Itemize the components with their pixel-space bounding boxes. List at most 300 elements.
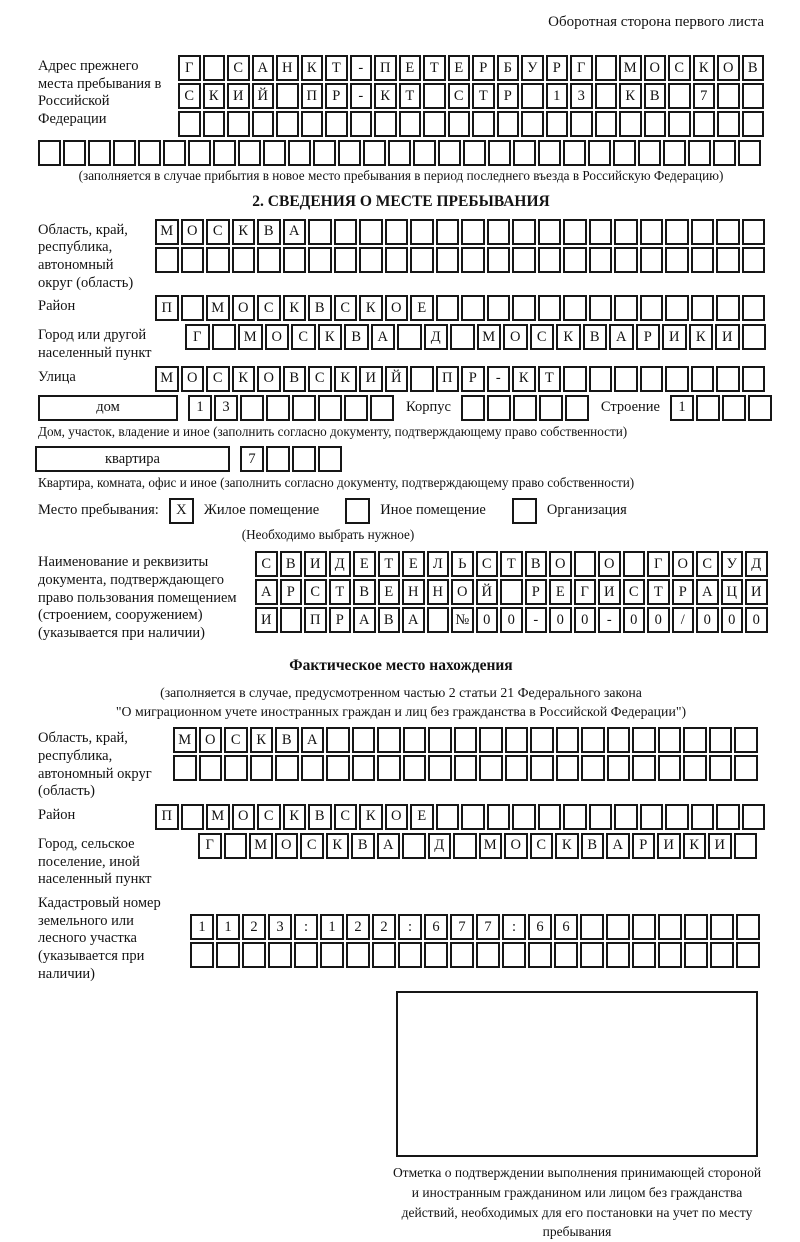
form-cell[interactable] bbox=[424, 942, 448, 968]
form-cell[interactable] bbox=[190, 942, 214, 968]
form-cell[interactable] bbox=[539, 395, 563, 421]
form-cell[interactable]: В bbox=[378, 607, 401, 633]
form-cell[interactable] bbox=[346, 942, 370, 968]
form-cell[interactable] bbox=[240, 395, 264, 421]
form-cell[interactable]: К bbox=[232, 219, 256, 245]
form-cell[interactable] bbox=[546, 111, 569, 137]
form-cell[interactable] bbox=[607, 755, 631, 781]
form-cell[interactable] bbox=[538, 140, 561, 166]
form-cell[interactable] bbox=[734, 755, 758, 781]
form-cell[interactable] bbox=[665, 295, 689, 321]
form-cell[interactable]: С bbox=[334, 804, 358, 830]
form-cell[interactable] bbox=[722, 395, 746, 421]
form-cell[interactable]: Н bbox=[276, 55, 299, 81]
form-cell[interactable] bbox=[488, 140, 511, 166]
form-cell[interactable]: 6 bbox=[528, 914, 552, 940]
form-cell[interactable]: Р bbox=[672, 579, 695, 605]
form-cell[interactable] bbox=[257, 247, 281, 273]
form-cell[interactable]: В bbox=[280, 551, 303, 577]
form-cell[interactable]: 0 bbox=[500, 607, 523, 633]
form-cell[interactable]: С bbox=[308, 366, 332, 392]
form-cell[interactable] bbox=[461, 247, 485, 273]
form-cell[interactable] bbox=[595, 55, 618, 81]
form-cell[interactable]: Й bbox=[252, 83, 275, 109]
form-cell[interactable] bbox=[613, 140, 636, 166]
form-cell[interactable] bbox=[334, 247, 358, 273]
form-cell[interactable] bbox=[397, 324, 422, 350]
form-cell[interactable] bbox=[372, 942, 396, 968]
form-cell[interactable] bbox=[423, 83, 446, 109]
form-cell[interactable]: С bbox=[224, 727, 248, 753]
form-cell[interactable] bbox=[326, 755, 350, 781]
form-cell[interactable]: Г bbox=[178, 55, 201, 81]
form-cell[interactable]: : bbox=[398, 914, 422, 940]
form-cell[interactable] bbox=[589, 295, 613, 321]
checkbox-other-premises[interactable] bbox=[345, 498, 370, 524]
form-cell[interactable] bbox=[283, 247, 307, 273]
form-cell[interactable] bbox=[554, 942, 578, 968]
form-cell[interactable] bbox=[318, 446, 342, 472]
checkbox-residential[interactable]: X bbox=[169, 498, 194, 524]
form-cell[interactable] bbox=[640, 247, 664, 273]
form-cell[interactable] bbox=[313, 140, 336, 166]
form-cell[interactable] bbox=[318, 395, 342, 421]
form-cell[interactable] bbox=[683, 727, 707, 753]
form-cell[interactable]: М bbox=[155, 366, 179, 392]
form-cell[interactable] bbox=[461, 395, 485, 421]
form-cell[interactable] bbox=[352, 755, 376, 781]
form-cell[interactable] bbox=[301, 755, 325, 781]
form-cell[interactable] bbox=[742, 295, 766, 321]
form-cell[interactable]: О bbox=[717, 55, 740, 81]
form-cell[interactable] bbox=[530, 727, 554, 753]
form-cell[interactable] bbox=[385, 247, 409, 273]
form-cell[interactable]: 2 bbox=[346, 914, 370, 940]
form-cell[interactable] bbox=[742, 804, 766, 830]
form-cell[interactable] bbox=[38, 140, 61, 166]
form-cell[interactable] bbox=[428, 755, 452, 781]
form-cell[interactable] bbox=[276, 111, 299, 137]
form-cell[interactable] bbox=[521, 111, 544, 137]
form-cell[interactable] bbox=[658, 914, 682, 940]
form-cell[interactable] bbox=[308, 219, 332, 245]
form-cell[interactable] bbox=[530, 755, 554, 781]
form-cell[interactable]: А bbox=[696, 579, 719, 605]
form-cell[interactable]: Т bbox=[378, 551, 401, 577]
form-cell[interactable]: В bbox=[742, 55, 765, 81]
form-cell[interactable] bbox=[454, 755, 478, 781]
form-cell[interactable] bbox=[320, 942, 344, 968]
form-cell[interactable]: О bbox=[232, 804, 256, 830]
form-cell[interactable]: Г bbox=[570, 55, 593, 81]
form-cell[interactable] bbox=[581, 755, 605, 781]
form-cell[interactable]: А bbox=[353, 607, 376, 633]
form-cell[interactable] bbox=[668, 111, 691, 137]
form-cell[interactable]: К bbox=[555, 833, 579, 859]
form-cell[interactable]: С bbox=[206, 219, 230, 245]
form-cell[interactable]: 2 bbox=[372, 914, 396, 940]
form-cell[interactable] bbox=[410, 366, 434, 392]
form-cell[interactable]: С bbox=[696, 551, 719, 577]
form-cell[interactable] bbox=[512, 247, 536, 273]
form-cell[interactable] bbox=[717, 111, 740, 137]
form-cell[interactable]: 1 bbox=[188, 395, 212, 421]
form-cell[interactable]: К bbox=[334, 366, 358, 392]
form-cell[interactable] bbox=[227, 111, 250, 137]
form-cell[interactable] bbox=[206, 247, 230, 273]
form-cell[interactable]: К bbox=[203, 83, 226, 109]
form-cell[interactable] bbox=[242, 942, 266, 968]
form-cell[interactable] bbox=[410, 247, 434, 273]
form-cell[interactable]: П bbox=[301, 83, 324, 109]
form-cell[interactable]: И bbox=[598, 579, 621, 605]
form-cell[interactable]: Р bbox=[632, 833, 656, 859]
form-cell[interactable]: В bbox=[581, 833, 605, 859]
form-cell[interactable]: 1 bbox=[320, 914, 344, 940]
form-cell[interactable] bbox=[428, 727, 452, 753]
form-cell[interactable] bbox=[563, 247, 587, 273]
form-cell[interactable]: Г bbox=[574, 579, 597, 605]
form-cell[interactable] bbox=[574, 551, 597, 577]
form-cell[interactable] bbox=[472, 111, 495, 137]
form-cell[interactable] bbox=[178, 111, 201, 137]
form-cell[interactable] bbox=[436, 247, 460, 273]
form-cell[interactable] bbox=[644, 111, 667, 137]
form-cell[interactable] bbox=[388, 140, 411, 166]
form-cell[interactable]: К bbox=[693, 55, 716, 81]
form-cell[interactable]: 7 bbox=[476, 914, 500, 940]
form-cell[interactable] bbox=[250, 755, 274, 781]
form-cell[interactable] bbox=[734, 833, 758, 859]
form-cell[interactable] bbox=[505, 727, 529, 753]
form-cell[interactable] bbox=[717, 83, 740, 109]
form-cell[interactable]: К bbox=[683, 833, 707, 859]
form-cell[interactable]: Р bbox=[497, 83, 520, 109]
form-cell[interactable]: Д bbox=[428, 833, 452, 859]
form-cell[interactable] bbox=[710, 942, 734, 968]
form-cell[interactable]: - bbox=[598, 607, 621, 633]
form-cell[interactable]: К bbox=[326, 833, 350, 859]
form-cell[interactable] bbox=[738, 140, 761, 166]
form-cell[interactable]: Т bbox=[538, 366, 562, 392]
form-cell[interactable] bbox=[716, 295, 740, 321]
form-cell[interactable] bbox=[538, 247, 562, 273]
form-cell[interactable] bbox=[691, 247, 715, 273]
form-cell[interactable]: В bbox=[344, 324, 369, 350]
form-cell[interactable] bbox=[427, 607, 450, 633]
form-cell[interactable] bbox=[663, 140, 686, 166]
form-cell[interactable] bbox=[334, 219, 358, 245]
form-cell[interactable] bbox=[438, 140, 461, 166]
form-cell[interactable]: К bbox=[250, 727, 274, 753]
form-cell[interactable]: А bbox=[371, 324, 396, 350]
form-cell[interactable] bbox=[665, 366, 689, 392]
form-cell[interactable] bbox=[742, 83, 765, 109]
form-cell[interactable] bbox=[580, 914, 604, 940]
form-cell[interactable]: Т bbox=[329, 579, 352, 605]
form-cell[interactable]: Е bbox=[549, 579, 572, 605]
form-cell[interactable]: 3 bbox=[570, 83, 593, 109]
form-cell[interactable]: Т bbox=[423, 55, 446, 81]
form-cell[interactable] bbox=[688, 140, 711, 166]
form-cell[interactable]: 0 bbox=[574, 607, 597, 633]
form-cell[interactable] bbox=[556, 755, 580, 781]
form-cell[interactable]: И bbox=[708, 833, 732, 859]
form-cell[interactable] bbox=[632, 942, 656, 968]
form-cell[interactable]: Г bbox=[185, 324, 210, 350]
form-cell[interactable]: С bbox=[530, 324, 555, 350]
form-cell[interactable]: 0 bbox=[623, 607, 646, 633]
form-cell[interactable]: 7 bbox=[693, 83, 716, 109]
form-cell[interactable] bbox=[461, 295, 485, 321]
form-cell[interactable]: - bbox=[350, 55, 373, 81]
form-cell[interactable]: А bbox=[609, 324, 634, 350]
form-cell[interactable]: С bbox=[178, 83, 201, 109]
form-cell[interactable] bbox=[742, 366, 766, 392]
form-cell[interactable]: Н bbox=[427, 579, 450, 605]
form-cell[interactable]: Д bbox=[745, 551, 768, 577]
form-cell[interactable]: К bbox=[318, 324, 343, 350]
form-cell[interactable] bbox=[403, 727, 427, 753]
form-cell[interactable]: : bbox=[502, 914, 526, 940]
form-cell[interactable] bbox=[595, 111, 618, 137]
form-cell[interactable] bbox=[487, 219, 511, 245]
form-cell[interactable]: С bbox=[257, 295, 281, 321]
form-cell[interactable]: 3 bbox=[268, 914, 292, 940]
form-cell[interactable] bbox=[113, 140, 136, 166]
form-cell[interactable] bbox=[632, 727, 656, 753]
form-cell[interactable]: Р bbox=[525, 579, 548, 605]
form-cell[interactable] bbox=[294, 942, 318, 968]
form-cell[interactable] bbox=[436, 295, 460, 321]
form-cell[interactable] bbox=[589, 804, 613, 830]
form-cell[interactable]: К bbox=[512, 366, 536, 392]
form-cell[interactable]: Е bbox=[448, 55, 471, 81]
form-cell[interactable] bbox=[521, 83, 544, 109]
form-cell[interactable] bbox=[450, 942, 474, 968]
form-cell[interactable] bbox=[487, 804, 511, 830]
form-cell[interactable]: Л bbox=[427, 551, 450, 577]
form-cell[interactable] bbox=[716, 804, 740, 830]
form-cell[interactable]: Й bbox=[476, 579, 499, 605]
form-cell[interactable]: Д bbox=[329, 551, 352, 577]
form-cell[interactable]: - bbox=[525, 607, 548, 633]
form-cell[interactable] bbox=[614, 366, 638, 392]
form-cell[interactable]: 1 bbox=[216, 914, 240, 940]
form-cell[interactable]: С bbox=[448, 83, 471, 109]
form-cell[interactable]: М bbox=[479, 833, 503, 859]
form-cell[interactable] bbox=[344, 395, 368, 421]
form-cell[interactable]: Р bbox=[329, 607, 352, 633]
form-cell[interactable] bbox=[268, 942, 292, 968]
form-cell[interactable]: М bbox=[619, 55, 642, 81]
form-cell[interactable]: О bbox=[549, 551, 572, 577]
form-cell[interactable]: В bbox=[525, 551, 548, 577]
form-cell[interactable] bbox=[487, 395, 511, 421]
form-cell[interactable] bbox=[716, 219, 740, 245]
form-cell[interactable]: А bbox=[606, 833, 630, 859]
form-cell[interactable] bbox=[742, 111, 765, 137]
form-cell[interactable] bbox=[709, 755, 733, 781]
form-cell[interactable] bbox=[338, 140, 361, 166]
form-cell[interactable]: Ц bbox=[721, 579, 744, 605]
form-cell[interactable]: 6 bbox=[424, 914, 448, 940]
form-cell[interactable]: Р bbox=[472, 55, 495, 81]
form-cell[interactable] bbox=[513, 395, 537, 421]
form-cell[interactable] bbox=[88, 140, 111, 166]
form-cell[interactable]: Т bbox=[472, 83, 495, 109]
form-cell[interactable]: У bbox=[521, 55, 544, 81]
form-cell[interactable] bbox=[461, 219, 485, 245]
form-cell[interactable] bbox=[589, 247, 613, 273]
form-cell[interactable]: О bbox=[232, 295, 256, 321]
form-cell[interactable] bbox=[224, 755, 248, 781]
form-cell[interactable]: М bbox=[206, 295, 230, 321]
form-cell[interactable]: О bbox=[257, 366, 281, 392]
form-cell[interactable] bbox=[683, 755, 707, 781]
form-cell[interactable]: О bbox=[385, 295, 409, 321]
form-cell[interactable]: 0 bbox=[549, 607, 572, 633]
form-cell[interactable] bbox=[684, 914, 708, 940]
form-cell[interactable] bbox=[710, 914, 734, 940]
form-cell[interactable] bbox=[502, 942, 526, 968]
form-cell[interactable] bbox=[497, 111, 520, 137]
form-cell[interactable] bbox=[742, 247, 766, 273]
form-cell[interactable]: А bbox=[377, 833, 401, 859]
form-cell[interactable] bbox=[563, 295, 587, 321]
form-cell[interactable]: К bbox=[689, 324, 714, 350]
form-cell[interactable] bbox=[263, 140, 286, 166]
form-cell[interactable] bbox=[181, 247, 205, 273]
form-cell[interactable] bbox=[448, 111, 471, 137]
form-cell[interactable]: 0 bbox=[721, 607, 744, 633]
form-cell[interactable] bbox=[403, 755, 427, 781]
form-cell[interactable] bbox=[556, 727, 580, 753]
form-cell[interactable]: 0 bbox=[647, 607, 670, 633]
form-cell[interactable]: М bbox=[238, 324, 263, 350]
form-cell[interactable]: О bbox=[644, 55, 667, 81]
form-cell[interactable]: Т bbox=[325, 55, 348, 81]
form-cell[interactable] bbox=[399, 111, 422, 137]
form-cell[interactable] bbox=[538, 295, 562, 321]
form-cell[interactable]: И bbox=[359, 366, 383, 392]
form-cell[interactable]: О bbox=[504, 833, 528, 859]
form-cell[interactable] bbox=[614, 247, 638, 273]
form-cell[interactable] bbox=[665, 247, 689, 273]
form-cell[interactable] bbox=[352, 727, 376, 753]
form-cell[interactable] bbox=[632, 755, 656, 781]
form-cell[interactable] bbox=[374, 111, 397, 137]
form-cell[interactable]: Р bbox=[280, 579, 303, 605]
form-cell[interactable] bbox=[181, 295, 205, 321]
form-cell[interactable]: В bbox=[257, 219, 281, 245]
form-cell[interactable] bbox=[734, 727, 758, 753]
form-cell[interactable] bbox=[476, 942, 500, 968]
form-cell[interactable] bbox=[640, 295, 664, 321]
form-cell[interactable] bbox=[623, 551, 646, 577]
form-cell[interactable] bbox=[538, 804, 562, 830]
form-cell[interactable] bbox=[402, 833, 426, 859]
form-cell[interactable]: С bbox=[476, 551, 499, 577]
form-cell[interactable] bbox=[614, 295, 638, 321]
form-cell[interactable] bbox=[563, 366, 587, 392]
form-cell[interactable] bbox=[436, 219, 460, 245]
form-cell[interactable]: 7 bbox=[240, 446, 264, 472]
form-cell[interactable]: К bbox=[359, 804, 383, 830]
form-cell[interactable] bbox=[563, 219, 587, 245]
form-cell[interactable]: И bbox=[745, 579, 768, 605]
form-cell[interactable] bbox=[487, 247, 511, 273]
form-cell[interactable]: С bbox=[300, 833, 324, 859]
form-cell[interactable]: А bbox=[301, 727, 325, 753]
form-cell[interactable]: М bbox=[155, 219, 179, 245]
form-cell[interactable]: А bbox=[283, 219, 307, 245]
form-cell[interactable] bbox=[614, 804, 638, 830]
form-cell[interactable] bbox=[423, 111, 446, 137]
form-cell[interactable]: О bbox=[265, 324, 290, 350]
form-cell[interactable]: Е bbox=[402, 551, 425, 577]
form-cell[interactable]: О bbox=[275, 833, 299, 859]
form-cell[interactable]: М bbox=[477, 324, 502, 350]
form-cell[interactable] bbox=[607, 727, 631, 753]
form-cell[interactable] bbox=[238, 140, 261, 166]
form-cell[interactable]: 1 bbox=[670, 395, 694, 421]
form-cell[interactable]: 3 bbox=[214, 395, 238, 421]
form-cell[interactable]: Е bbox=[410, 804, 434, 830]
form-cell[interactable] bbox=[512, 219, 536, 245]
form-cell[interactable]: Е bbox=[378, 579, 401, 605]
form-cell[interactable]: О bbox=[199, 727, 223, 753]
form-cell[interactable] bbox=[709, 727, 733, 753]
form-cell[interactable] bbox=[326, 727, 350, 753]
form-cell[interactable] bbox=[640, 804, 664, 830]
form-cell[interactable] bbox=[665, 219, 689, 245]
form-cell[interactable] bbox=[684, 942, 708, 968]
form-cell[interactable] bbox=[479, 755, 503, 781]
form-cell[interactable]: А bbox=[255, 579, 278, 605]
form-cell[interactable] bbox=[173, 755, 197, 781]
form-cell[interactable]: У bbox=[721, 551, 744, 577]
form-cell[interactable]: С bbox=[291, 324, 316, 350]
form-cell[interactable] bbox=[640, 219, 664, 245]
form-cell[interactable]: И bbox=[662, 324, 687, 350]
form-cell[interactable]: № bbox=[451, 607, 474, 633]
checkbox-organization[interactable] bbox=[512, 498, 537, 524]
form-cell[interactable] bbox=[565, 395, 589, 421]
form-cell[interactable]: Р bbox=[546, 55, 569, 81]
form-cell[interactable] bbox=[199, 755, 223, 781]
form-cell[interactable]: В bbox=[308, 804, 332, 830]
form-cell[interactable]: И bbox=[255, 607, 278, 633]
form-cell[interactable] bbox=[398, 942, 422, 968]
form-cell[interactable]: В bbox=[351, 833, 375, 859]
form-cell[interactable]: В bbox=[644, 83, 667, 109]
form-cell[interactable]: И bbox=[304, 551, 327, 577]
form-cell[interactable] bbox=[588, 140, 611, 166]
form-cell[interactable] bbox=[736, 942, 760, 968]
form-cell[interactable] bbox=[665, 804, 689, 830]
form-cell[interactable]: П bbox=[374, 55, 397, 81]
form-cell[interactable]: К bbox=[283, 804, 307, 830]
form-cell[interactable]: П bbox=[155, 804, 179, 830]
form-cell[interactable] bbox=[363, 140, 386, 166]
form-cell[interactable]: О bbox=[503, 324, 528, 350]
form-cell[interactable]: Н bbox=[402, 579, 425, 605]
form-cell[interactable]: В bbox=[283, 366, 307, 392]
form-cell[interactable] bbox=[606, 914, 630, 940]
form-cell[interactable] bbox=[212, 324, 237, 350]
form-cell[interactable]: С bbox=[304, 579, 327, 605]
